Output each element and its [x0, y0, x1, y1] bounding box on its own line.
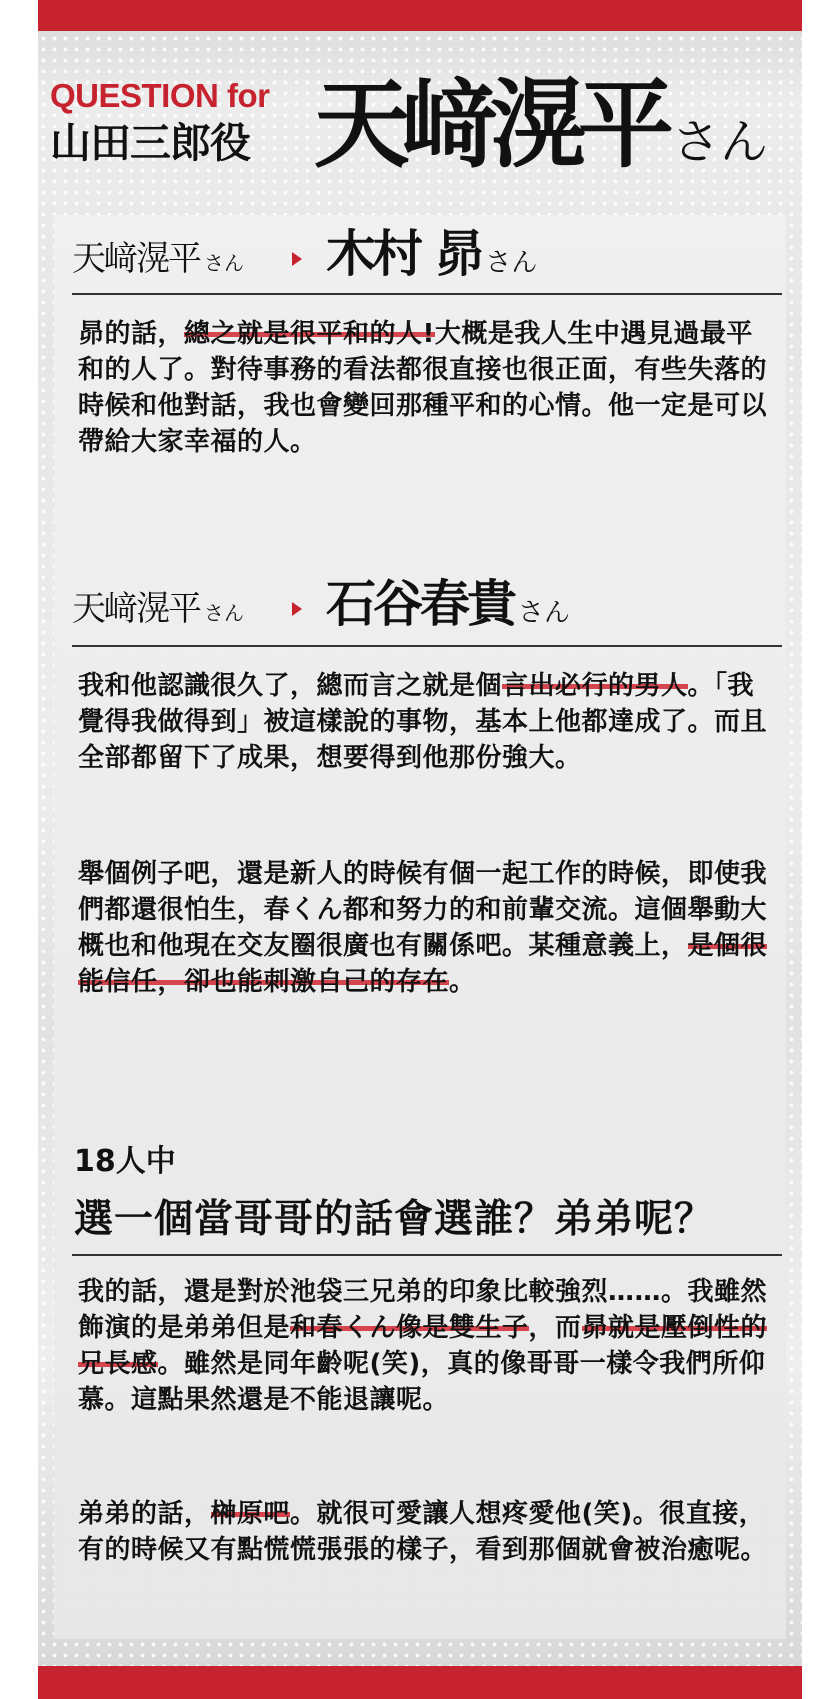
- question-answer-paragraph-2: [78, 1496, 768, 1568]
- bottom-red-bar: [38, 1666, 802, 1699]
- interviewee-name-suffix: さん: [672, 114, 769, 170]
- text-run: 舉個例子吧，還是新人的時候有個一起工作的時候，即使我們都還很怕生，春くん都和努力的和前輩交流。這個舉動大概也和他現在交友圈很廣也有關係吧。某種意義上，: [78, 859, 768, 961]
- section-2-divider: [72, 645, 782, 647]
- text-run: 。: [449, 967, 476, 997]
- text-run: 我和他認識很久了，總而言之就是個: [78, 671, 503, 701]
- question-divider: [72, 1254, 782, 1256]
- interviewee-name: [314, 70, 768, 197]
- from-name-text: 天﨑滉平: [72, 589, 200, 629]
- role-title: 山田三郎役: [50, 119, 250, 167]
- section-1-paragraph-1: [78, 316, 768, 460]
- top-red-bar: [38, 0, 802, 31]
- from-name-suffix: さん: [204, 251, 244, 275]
- question-label: QUESTION for: [50, 77, 270, 114]
- to-name-text: 木村 昴: [326, 224, 482, 283]
- text-run: 。「我覺得我做得到」被這樣說的事物，基本上他都達成了。而且全部都留下了成果，想要得到他那份強大。: [78, 671, 768, 773]
- text-run: 大概是我人生中遇見過最平和的人了。對待事務的看法都很直接也很正面，有些失落的時候和他對話，我也會變回那種平和的心情。他一定是可以帶給大家幸福的人。: [78, 319, 768, 457]
- to-name-suffix: さん: [485, 248, 538, 278]
- question-title: 選一個當哥哥的話會選誰？弟弟呢？: [74, 1197, 715, 1242]
- section-1-heading: [72, 224, 782, 288]
- highlighted-text: 總之就是很平和的人!: [184, 319, 435, 349]
- interviewee-name-text: 天﨑滉平: [314, 68, 666, 181]
- question-answer-paragraph-1: [78, 1274, 768, 1418]
- text-run: 。就很可愛讓人想疼愛他(笑)。很直接，有的時候又有點慌慌張張的樣子，看到那個就會被治癒呢。: [78, 1499, 768, 1565]
- highlighted-text: 是個很能信任，卻也能刺激自己的存在: [78, 931, 768, 997]
- highlighted-text: 言出必行的男人: [502, 671, 688, 701]
- text-run: 。雖然是同年齡呢(笑)，真的像哥哥一樣令我們所仰慕。這點果然還是不能退讓呢。: [78, 1349, 766, 1415]
- to-name: [326, 214, 537, 286]
- highlighted-text: 榊原吧: [210, 1499, 291, 1529]
- text-run: 昴的話，: [78, 319, 185, 349]
- arrow-right-icon: [292, 252, 302, 266]
- from-name: [72, 581, 244, 630]
- from-name-suffix: さん: [204, 601, 244, 625]
- section-1-divider: [72, 293, 782, 295]
- to-name-suffix: さん: [518, 598, 571, 628]
- highlighted-text: 昴就是壓倒性的兄長感: [78, 1313, 768, 1379]
- to-name: [326, 564, 570, 636]
- text-run: 我的話，還是對於池袋三兄弟的印象比較強烈……。我雖然飾演的是弟弟但是: [78, 1277, 768, 1343]
- from-name: [72, 231, 244, 280]
- text-run: ，而: [528, 1313, 582, 1343]
- to-name-text: 石谷春貴: [326, 574, 514, 633]
- section-2-heading: [72, 574, 782, 638]
- section-2-paragraph-2: [78, 856, 768, 1000]
- question-subtitle: 18人中: [74, 1144, 176, 1179]
- arrow-right-icon: [292, 602, 302, 616]
- from-name-text: 天﨑滉平: [72, 239, 200, 279]
- section-2-paragraph-1: [78, 668, 768, 776]
- text-run: 弟弟的話，: [78, 1499, 211, 1529]
- article-panel: [38, 0, 802, 1699]
- highlighted-text: 和春くん像是雙生子: [290, 1313, 529, 1343]
